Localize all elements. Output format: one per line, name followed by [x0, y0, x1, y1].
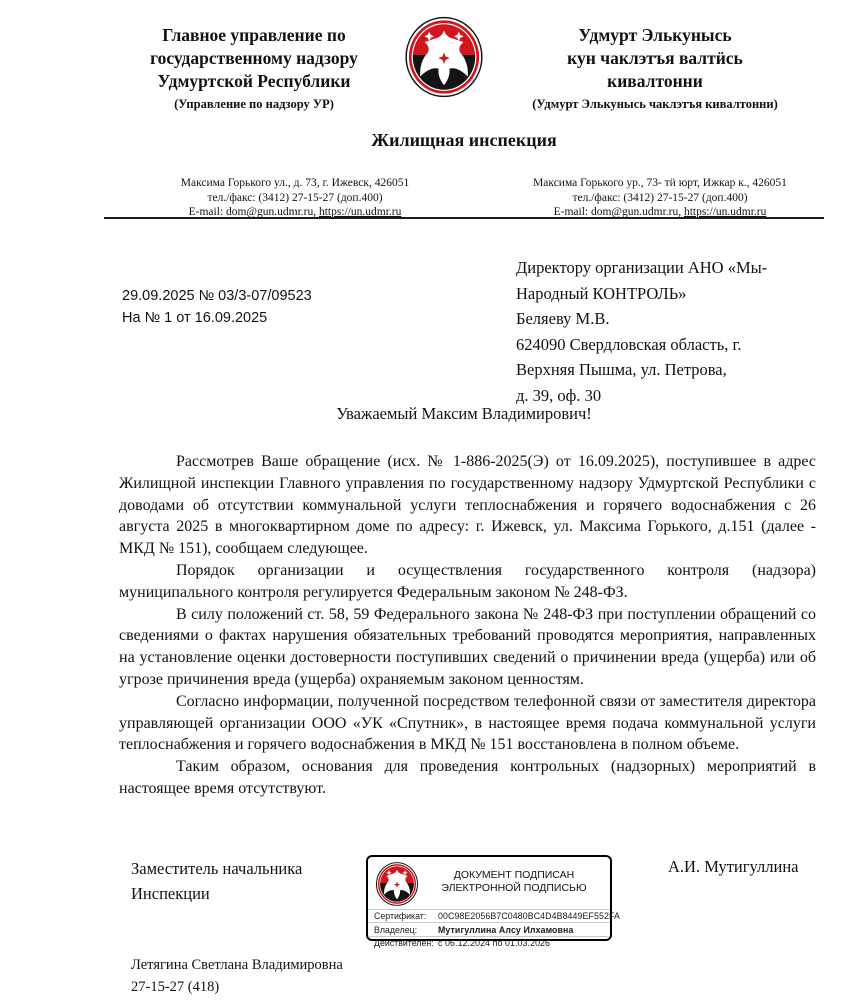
stamp-row-certificate — [368, 909, 620, 922]
outgoing-ref: 29.09.2025 № 03/3-07/09523 — [122, 288, 312, 304]
stamp-row-label: Владелец: — [374, 924, 418, 935]
signature-position-line: Заместитель начальника — [131, 859, 303, 878]
stamp-details — [368, 909, 620, 949]
address-line: тел./факс: (3412) 27-15-27 (доп.400) — [207, 191, 383, 204]
address-line: Максима Горького ур., 73- тӥ юрт, Ижкар к., 426051 — [533, 177, 787, 189]
signature-position-line: Инспекции — [131, 884, 210, 903]
body-paragraph: Таким образом, основания для проведения контрольных (надзорных) мероприятий в настоящее время отсутствуют. — [119, 758, 816, 797]
stamp-row-value: 00C98E2056B7C0480BC4D4B8449EF552FA — [438, 911, 620, 922]
org-name-line: Удмурт Элькунысь — [578, 25, 732, 45]
signature-position — [131, 856, 361, 906]
stamp-row-label: Сертификат: — [374, 911, 427, 922]
address-block-right — [495, 176, 825, 220]
letterhead — [104, 24, 824, 112]
org-name-udmurt — [486, 24, 824, 112]
stamp-row-validity — [368, 936, 610, 949]
reference-block — [122, 285, 312, 329]
recipient-line: Верхняя Пышма, ул. Петрова, — [516, 360, 727, 379]
executor-phone: 27-15-27 (418) — [131, 978, 220, 995]
address-line: тел./факс: (3412) 27-15-27 (доп.400) — [572, 191, 748, 204]
site-link[interactable]: https://un.udmr.ru — [683, 206, 767, 218]
org-short-name: (Удмурт Элькунысь чаклэтъя кивалтонни) — [532, 97, 778, 111]
department-title: Жилищная инспекция — [371, 130, 557, 150]
recipient-block — [516, 255, 791, 408]
email-text: E-mail: dom@gun.udmr.ru, — [188, 206, 319, 218]
body-paragraph: В силу положений ст. 58, 59 Федерального закона № 248-ФЗ при поступлении обращений со сведениями о фактах нарушения обязательных требований проводятся мероприятия, направленных на установление оценки достоверности поступивших сведений о причинении вреда (ущерба) или об угрозе причинения вреда (ущерба) охраняемым законом ценностям. — [119, 605, 816, 688]
org-name-line: Главное управление по — [162, 25, 346, 45]
org-name-line: кун чаклэтъя валтӥсь — [567, 48, 743, 68]
org-name-russian — [104, 24, 404, 112]
letter-body — [119, 451, 816, 800]
address-line: Максима Горького ул., д. 73, г. Ижевск, 426051 — [180, 177, 410, 189]
body-paragraph: Согласно информации, полученной посредством телефонной связи от заместителя директора управляющей организации ООО «УК «Спутник», в настоящее время подача коммунальной услуги теплоснабжения и горячего водоснабжения в МКД № 151 восстановлена в полном объеме. — [119, 692, 816, 754]
executor-name: Летягина Светлана Владимировна — [131, 957, 343, 973]
stamp-row-value: Мутигуллина Алсу Илхамовна — [438, 924, 574, 935]
signature-name: А.И. Мутигуллина — [668, 857, 799, 876]
esign-stamp — [366, 855, 620, 948]
address-block-left — [115, 176, 475, 220]
recipient-line: 624090 Свердловская область, г. — [516, 334, 742, 354]
site-link[interactable]: https://un.udmr.ru — [318, 206, 402, 218]
body-paragraph: Рассмотрев Ваше обращение (исх. № 1-886-2025(Э) от 16.09.2025), поступившее в адрес Жилищной инспекции Главного управления по государственному надзору Удмуртской Республики с доводами об отсутствии коммунальной услуги теплоснабжения и горячего водоснабжения с 26 августа 2025 в многоквартирном доме по адресу: г. Ижевск, ул. Максима Горького, д.151 (далее - МКД № 151), сообщаем следующее. — [119, 453, 816, 558]
stamp-row-value: с 06.12.2024 по 01.03.2026 — [438, 937, 551, 948]
stamp-emblem-icon — [375, 862, 419, 906]
org-short-name: (Управление по надзору УР) — [174, 97, 334, 111]
org-name-line: Удмуртской Республики — [157, 71, 351, 91]
udmurtia-coat-of-arms-icon — [405, 16, 485, 98]
stamp-title — [424, 869, 604, 895]
header-divider — [104, 217, 824, 219]
org-name-line: государственному надзору — [150, 48, 358, 68]
body-paragraph: Порядок организации и осуществления государственного контроля (надзора) муниципального контроля регулируется Федеральным законом № 248-ФЗ. — [119, 561, 816, 601]
recipient-line: Народный КОНТРОЛЬ» — [516, 283, 687, 303]
email-text: E-mail: dom@gun.udmr.ru, — [553, 206, 684, 218]
stamp-row-owner — [368, 922, 610, 935]
stamp-row-label: Действителен: — [374, 937, 434, 948]
incoming-ref: На № 1 от 16.09.2025 — [122, 310, 268, 326]
recipient-line: Директору организации АНО «Мы- — [516, 258, 768, 277]
stamp-title-line: ЭЛЕКТРОННОЙ ПОДПИСЬЮ — [441, 882, 587, 894]
salutation: Уважаемый Максим Владимирович! — [336, 404, 592, 423]
recipient-line: Беляеву М.В. — [516, 309, 610, 328]
stamp-title-line: ДОКУМЕНТ ПОДПИСАН — [453, 869, 575, 881]
recipient-line: д. 39, оф. 30 — [516, 385, 602, 405]
org-name-line: кивалтонни — [607, 71, 703, 91]
executor-block — [131, 955, 343, 998]
